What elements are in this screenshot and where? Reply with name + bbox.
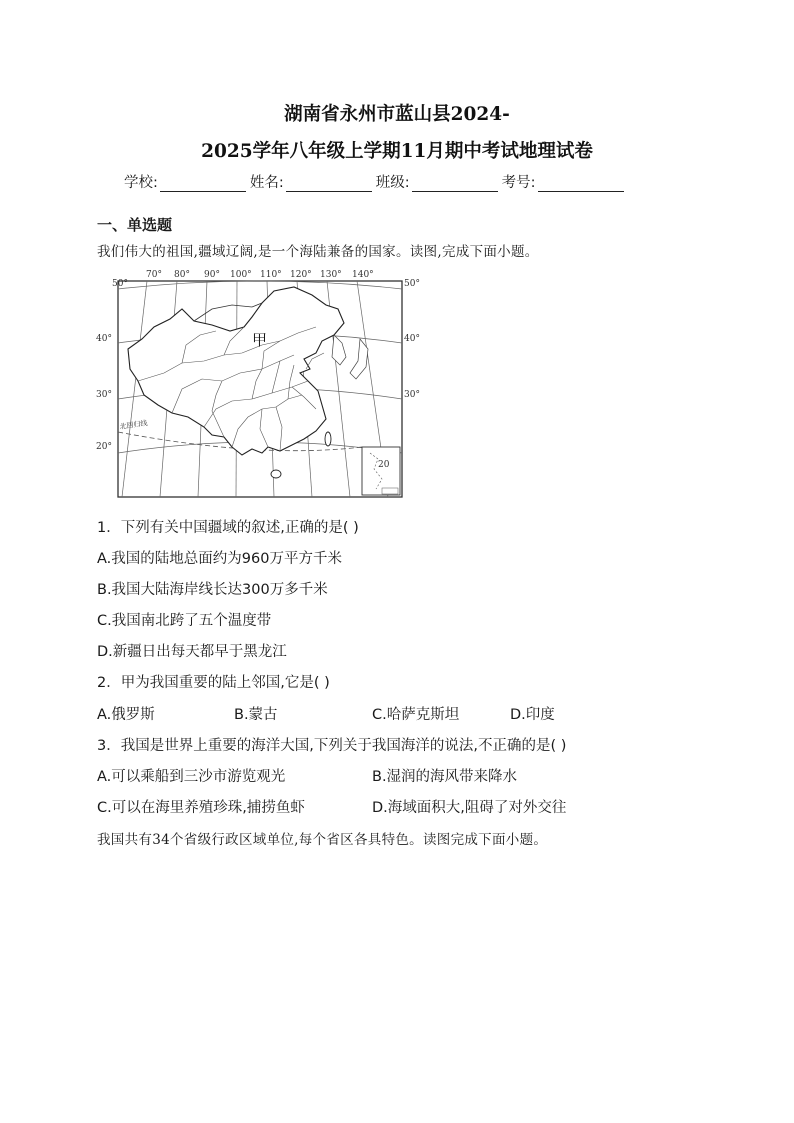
class-label: 班级: — [375, 175, 410, 191]
q1-option-d[interactable]: D.新疆日出每天都早于黑龙江 — [97, 644, 287, 660]
q1-option-a[interactable]: A.我国的陆地总面约为960万平方千米 — [97, 551, 342, 567]
exam-number-label: 考号: — [501, 175, 536, 191]
section-heading: 一、单选题 — [97, 216, 173, 234]
lat-label-left-40: 40° — [96, 334, 112, 344]
taiwan-shape — [325, 432, 331, 446]
q2-option-d[interactable]: D.印度 — [510, 707, 555, 723]
page-title-line1: 湖南省永州市蓝山县2024- — [284, 104, 510, 125]
q2-option-c[interactable]: C.哈萨克斯坦 — [372, 707, 460, 723]
student-info-row — [124, 171, 628, 192]
lon-label-90: 90° — [204, 270, 220, 280]
lon-label-70: 70° — [146, 270, 162, 280]
lat-label-right-40: 40° — [404, 334, 420, 344]
label-jia: 甲 — [252, 331, 268, 349]
lat-label-left-50: 50° — [112, 279, 128, 289]
page-title-line2: 2025学年八年级上学期11月期中考试地理试卷 — [201, 141, 593, 162]
tropic-label: 北回归线 — [119, 419, 149, 431]
q3-option-b[interactable]: B.湿润的海风带来降水 — [372, 769, 518, 785]
china-map-figure — [96, 269, 420, 501]
intro-text-2: 我国共有34个省级行政区域单位,每个省区各具特色。读图完成下面小题。 — [97, 832, 548, 848]
q2-option-a[interactable]: A.俄罗斯 — [97, 707, 155, 723]
question-1-stem: 1．下列有关中国疆域的叙述,正确的是( ) — [97, 520, 359, 536]
q3-option-d[interactable]: D.海域面积大,阻碍了对外交往 — [372, 800, 567, 816]
lon-label-130: 130° — [320, 270, 342, 280]
q1-option-b[interactable]: B.我国大陆海岸线长达300万多千米 — [97, 582, 328, 598]
lon-label-100: 100° — [230, 270, 252, 280]
name-blank[interactable] — [286, 176, 372, 192]
school-label: 学校: — [124, 175, 158, 191]
intro-text-1: 我们伟大的祖国,疆域辽阔,是一个海陆兼备的国家。读图,完成下面小题。 — [97, 244, 539, 260]
q2-option-b[interactable]: B.蒙古 — [234, 707, 278, 723]
lon-label-110: 110° — [260, 270, 282, 280]
lon-label-140: 140° — [352, 270, 374, 280]
lat-label-left-30: 30° — [96, 390, 112, 400]
question-2-stem: 2．甲为我国重要的陆上邻国,它是( ) — [97, 675, 330, 691]
name-label: 姓名: — [249, 175, 284, 191]
lat-label-left-20: 20° — [96, 442, 112, 452]
q1-option-c[interactable]: C.我国南北跨了五个温度带 — [97, 613, 272, 629]
q3-option-a[interactable]: A.可以乘船到三沙市游览观光 — [97, 769, 286, 785]
china-map-svg — [96, 269, 420, 501]
school-blank[interactable] — [160, 176, 246, 192]
lon-label-120: 120° — [290, 270, 312, 280]
class-blank[interactable] — [412, 176, 498, 192]
hainan-shape — [271, 470, 281, 478]
exam-number-blank[interactable] — [538, 176, 624, 192]
lat-label-right-30: 30° — [404, 390, 420, 400]
question-3-stem: 3．我国是世界上重要的海洋大国,下列关于我国海洋的说法,不正确的是( ) — [97, 738, 567, 754]
lat-label-right-50: 50° — [404, 279, 420, 289]
q3-option-c[interactable]: C.可以在海里养殖珍珠,捕捞鱼虾 — [97, 800, 305, 816]
lon-label-80: 80° — [174, 270, 190, 280]
lat-label-right-20: 20 — [378, 460, 390, 470]
